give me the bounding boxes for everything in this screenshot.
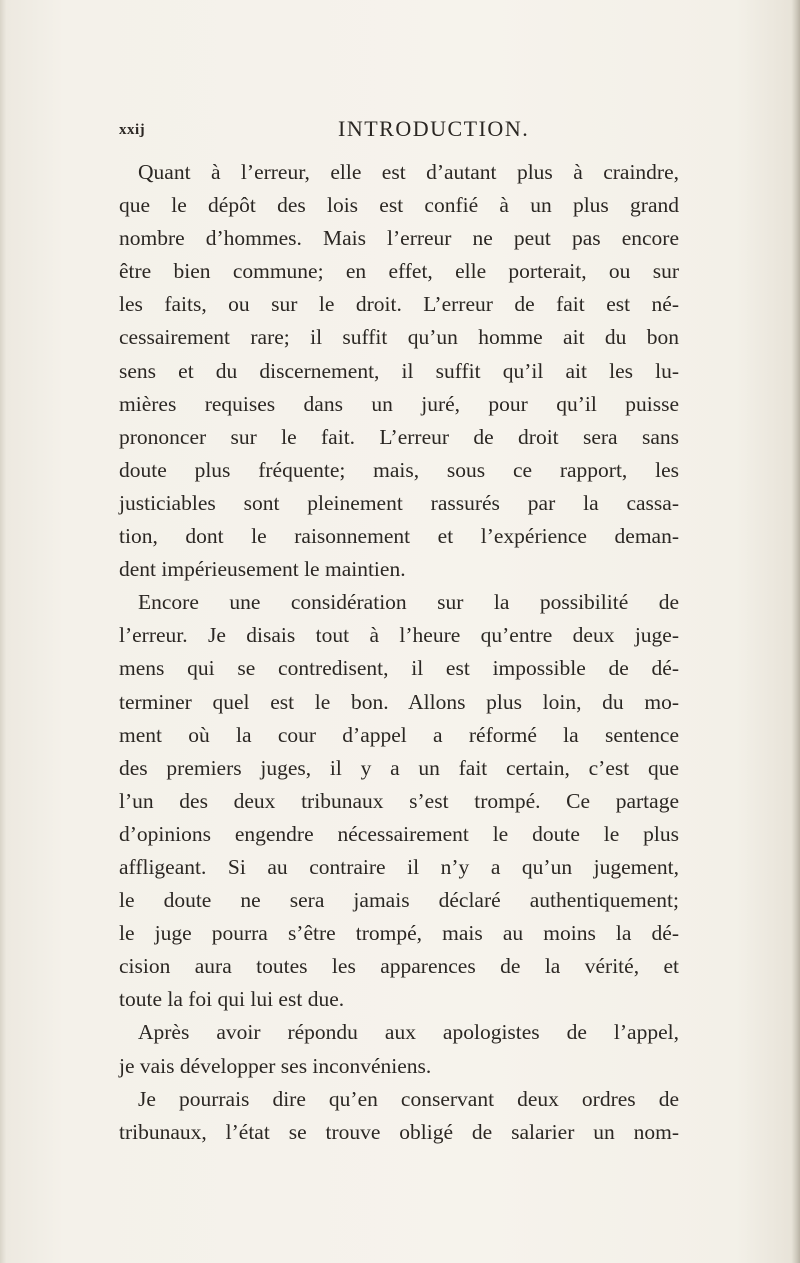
text-line: tion, dont le raisonnement et l’expérience deman- [119, 524, 679, 549]
text-line: Je pourrais dire qu’en conservant deux ordres de [138, 1086, 679, 1111]
text-line: le juge pourra s’être trompé, mais au moins la dé- [119, 921, 679, 946]
text-line: cessairement rare; il suffit qu’un homme ait du bon [119, 325, 679, 350]
text-line: dent impérieusement le maintien. [119, 557, 406, 582]
text-line: prononcer sur le fait. L’erreur de droit sera sans [119, 424, 679, 449]
text-line: toute la foi qui lui est due. [119, 987, 345, 1012]
page-right-edge [791, 0, 800, 1263]
text-line: mières requises dans un juré, pour qu’il puisse [119, 391, 679, 416]
text-line: Encore une considération sur la possibilité de [138, 590, 679, 615]
text-line: affligeant. Si au contraire il n’y a qu’un jugement, [119, 854, 679, 879]
text-line: justiciables sont pleinement rassurés par la cassa- [119, 490, 679, 515]
text-line: ment où la cour d’appel a réformé la sentence [119, 722, 679, 747]
text-line: être bien commune; en effet, elle porterait, ou sur [119, 259, 679, 284]
text-line: cision aura toutes les apparences de la vérité, et [119, 954, 679, 979]
text-line: l’un des deux tribunaux s’est trompé. Ce partage [119, 788, 679, 813]
text-line: les faits, ou sur le droit. L’erreur de fait est né- [119, 292, 679, 317]
text-line: doute plus fréquente; mais, sous ce rapport, les [119, 457, 679, 482]
text-line: Quant à l’erreur, elle est d’autant plus à craindre, [138, 160, 679, 184]
text-line: nombre d’hommes. Mais l’erreur ne peut pas encore [119, 226, 679, 251]
text-line: terminer quel est le bon. Allons plus loin, du mo- [119, 689, 679, 714]
page-header [119, 116, 679, 146]
text-line: mens qui se contredisent, il est impossible de dé- [119, 656, 679, 681]
text-line: le doute ne sera jamais déclaré authentiquement; [119, 888, 679, 913]
text-line: sens et du discernement, il suffit qu’il ait les lu- [119, 358, 679, 383]
text-line: l’erreur. Je disais tout à l’heure qu’entre deux juge- [119, 623, 679, 648]
running-title: INTRODUCTION. [338, 116, 530, 141]
text-line: tribunaux, l’état se trouve obligé de salarier un nom- [119, 1119, 679, 1144]
page-number: xxij [119, 122, 146, 138]
text-line: que le dépôt des lois est confié à un plus grand [119, 193, 679, 218]
text-line: Après avoir répondu aux apologistes de l’appel, [138, 1020, 679, 1045]
text-line: des premiers juges, il y a un fait certain, c’est que [119, 755, 679, 780]
page-left-edge [0, 0, 6, 1263]
text-line: d’opinions engendre nécessairement le doute le plus [119, 821, 679, 846]
text-line: je vais développer ses inconvéniens. [119, 1053, 432, 1078]
body-text [119, 156, 679, 1149]
